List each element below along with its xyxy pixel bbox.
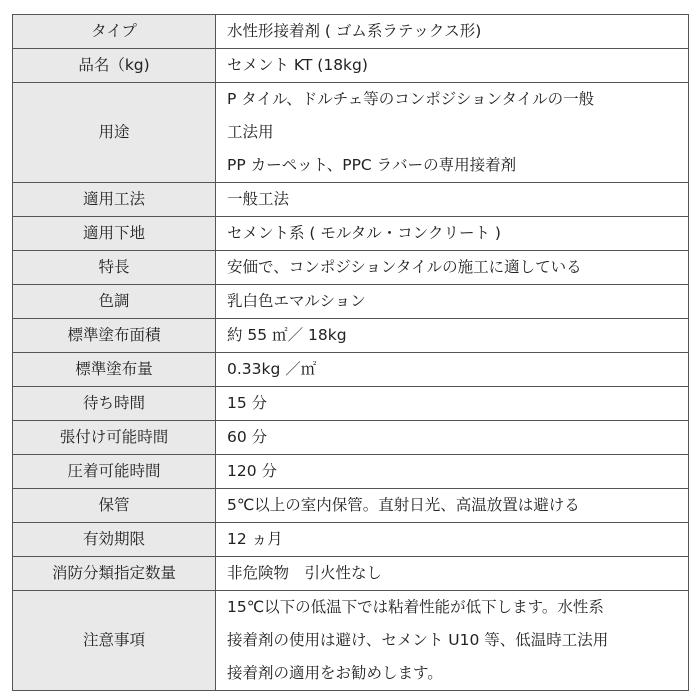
value-bonding-time [216, 421, 689, 455]
value-usage [216, 83, 689, 183]
value-coverage-amount [216, 353, 689, 387]
value-method [216, 183, 689, 217]
value-notes-line-2: 接着剤の使用は避け、セメント U10 等、低温時工法用 [227, 631, 609, 649]
value-shelf-life [216, 523, 689, 557]
label-method: 適用工法 [13, 183, 216, 217]
value-storage-line: 5℃以上の室内保管。直射日光、高温放置は避ける [227, 496, 580, 514]
value-coverage-area [216, 319, 689, 353]
row-type [13, 15, 689, 49]
row-usage [13, 83, 689, 183]
label-coverage-area: 標準塗布面積 [13, 319, 216, 353]
value-coverage-amount-line: 0.33kg ／㎡ [227, 360, 317, 378]
value-color-line: 乳白色エマルション [227, 292, 366, 310]
row-method [13, 183, 689, 217]
value-type [216, 15, 689, 49]
value-product-name-line: セメント KT (18kg) [227, 56, 368, 74]
label-fire-classification: 消防分類指定数量 [13, 557, 216, 591]
value-substrate-line: セメント系 ( モルタル・コンクリート ) [227, 224, 501, 242]
value-coverage-area-line: 約 55 ㎡／ 18kg [227, 326, 347, 344]
spec-table-body [13, 15, 689, 691]
value-pressing-time [216, 455, 689, 489]
value-features [216, 251, 689, 285]
value-usage-line-3: PP カーペット、PPC ラバーの専用接着剤 [227, 156, 517, 174]
row-shelf-life [13, 523, 689, 557]
value-features-line: 安価で、コンポジションタイルの施工に適している [227, 258, 582, 276]
row-fire-classification [13, 557, 689, 591]
row-coverage-area [13, 319, 689, 353]
label-shelf-life: 有効期限 [13, 523, 216, 557]
label-type: タイプ [13, 15, 216, 49]
value-storage [216, 489, 689, 523]
label-bonding-time: 張付け可能時間 [13, 421, 216, 455]
row-notes [13, 591, 689, 691]
value-method-line: 一般工法 [227, 190, 290, 208]
label-substrate: 適用下地 [13, 217, 216, 251]
row-color [13, 285, 689, 319]
value-usage-line-2: 工法用 [227, 123, 274, 141]
label-color: 色調 [13, 285, 216, 319]
row-pressing-time [13, 455, 689, 489]
value-color [216, 285, 689, 319]
row-product-name [13, 49, 689, 83]
row-features [13, 251, 689, 285]
value-wait-time-line: 15 分 [227, 394, 268, 412]
row-storage [13, 489, 689, 523]
value-type-line: 水性形接着剤 ( ゴム系ラテックス形) [227, 22, 482, 40]
value-pressing-time-line: 120 分 [227, 462, 278, 480]
row-bonding-time [13, 421, 689, 455]
row-substrate [13, 217, 689, 251]
value-notes-line-1: 15℃以下の低温下では粘着性能が低下します。水性系 [227, 598, 604, 616]
spec-table [12, 14, 689, 691]
value-bonding-time-line: 60 分 [227, 428, 268, 446]
value-notes [216, 591, 689, 691]
value-product-name [216, 49, 689, 83]
label-coverage-amount: 標準塗布量 [13, 353, 216, 387]
value-shelf-life-line: 12 ヵ月 [227, 530, 283, 548]
label-usage: 用途 [13, 83, 216, 183]
row-coverage-amount [13, 353, 689, 387]
value-wait-time [216, 387, 689, 421]
label-notes: 注意事項 [13, 591, 216, 691]
value-usage-line-1: P タイル、ドルチェ等のコンポジションタイルの一般 [227, 90, 595, 108]
label-storage: 保管 [13, 489, 216, 523]
label-features: 特長 [13, 251, 216, 285]
label-pressing-time: 圧着可能時間 [13, 455, 216, 489]
value-fire-classification [216, 557, 689, 591]
value-substrate [216, 217, 689, 251]
row-wait-time [13, 387, 689, 421]
value-notes-line-3: 接着剤の適用をお勧めします。 [227, 664, 443, 682]
value-fire-classification-line: 非危険物 引火性なし [227, 564, 383, 582]
label-product-name: 品名（kg) [13, 49, 216, 83]
label-wait-time: 待ち時間 [13, 387, 216, 421]
